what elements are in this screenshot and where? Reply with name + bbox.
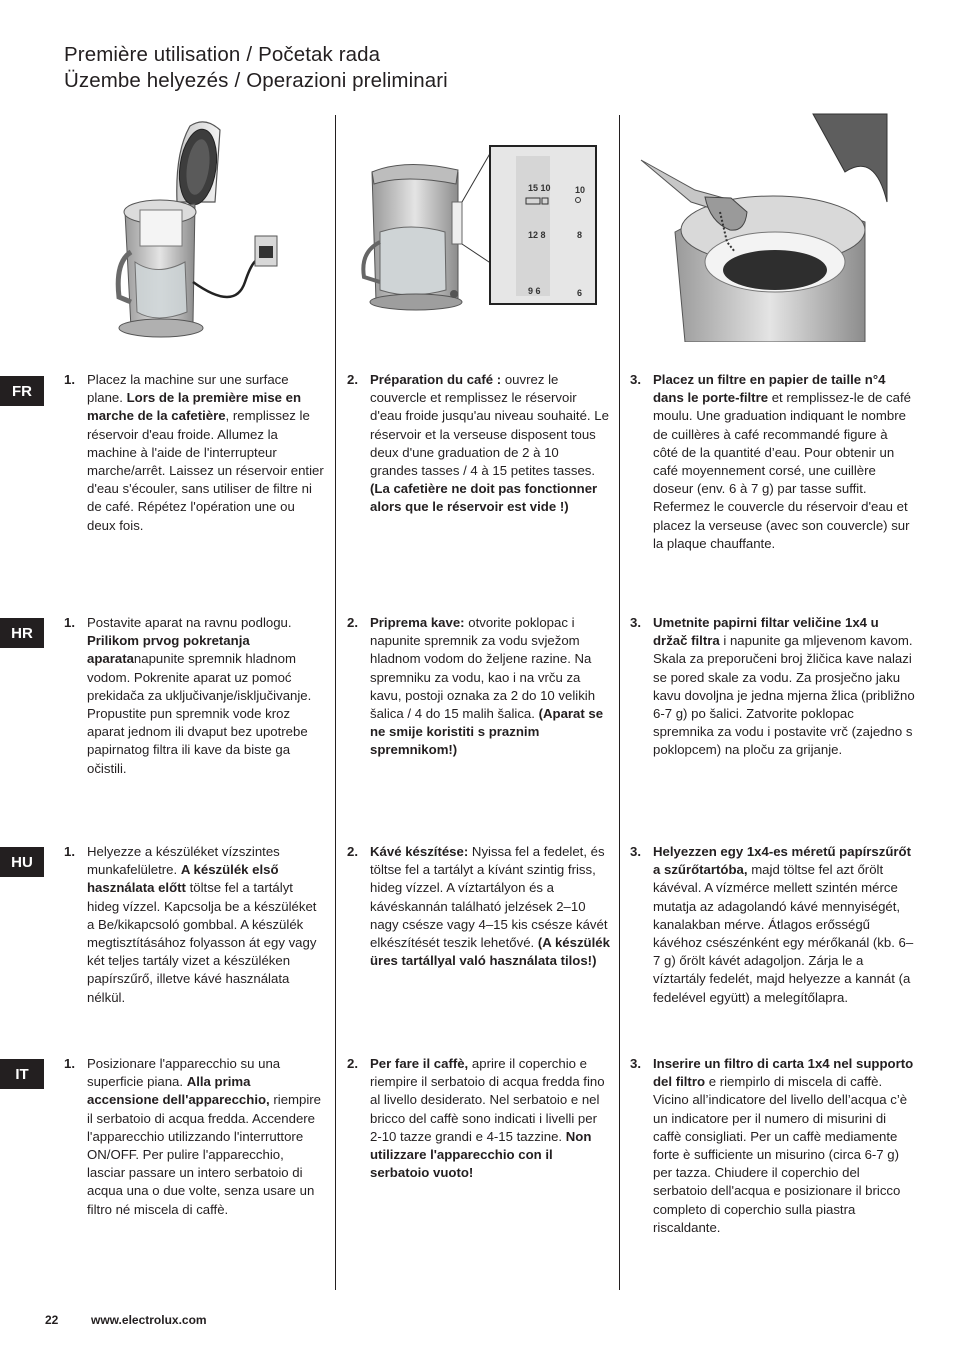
step-number: 2. (347, 615, 358, 630)
page-title-line1 (64, 43, 380, 67)
step-text (87, 371, 325, 535)
step-text (87, 614, 325, 778)
text-run: Nyissa fel a fedelet, és töltse fel a tartályt a kívánt szintig friss, hideg vízzel. A víztartályon és a kávéskannán található jelzések 2–10 nagy csésze vagy 4–15 kis csésze kávét elkészítését teszik lehetővé. (370, 844, 608, 951)
gauge-label: 10 (575, 185, 586, 195)
bold-text: Préparation du café : (370, 372, 505, 387)
title-fr: Première utilisation (64, 43, 241, 66)
bold-text: Placez un filtre en papier de taille n°4 dans le porte-filtre (653, 372, 886, 406)
title-separator: / (234, 69, 241, 92)
text-run: napunite spremnik hladnom vodom. Pokrenite aparat uz pomoć prekidača za uključivanje/isključivanje. Propustite pun spremnik vode kroz aparat jednom ili dvaput bez upotrebe papirnatog filtra ili kave da biste ga očistili. (87, 651, 312, 776)
website-link[interactable]: www.electrolux.com (91, 1313, 207, 1327)
step-text (653, 371, 915, 553)
text-run: Helyezze a készüléket vízszintes munkafelületre. (87, 844, 280, 878)
text-run: Postavite aparat na ravnu podlogu. (87, 615, 292, 630)
text-run: Placez la machine sur une surface plane. (87, 372, 289, 406)
text-run: et remplissez-le de café moulu. Une graduation indiquant le nombre de cuillères à café recommandé figure à côté de la quantité d’eau. Pour obtenir un café moyennement corsé, une cuillère doseur (env. 6 à 7 g) par tasse suffit. Refermez le couvercle du réservoir d'eau et placez la verseuse (avec son couvercle) sur la plaque chauffante. (653, 390, 911, 551)
step-number: 3. (630, 372, 641, 387)
bold-text: A készülék első használata előtt (87, 862, 279, 896)
text-run: majd töltse fel azt őrölt kávéval. A vízmérce mellett szintén mérce mutatja az adagolandó kávé mennyiségét, kanalakban mérve. Átlagos erősségű kávéhoz csészénként egy mérőkanál (kb. 6–7 g) őrölt kávét adagoljon. Zárja le a víztartály fedelét, majd helyezze a kannát (a fedelével együtt) a melegítőlapra. (653, 862, 914, 1005)
text-run: , remplissez le réservoir d'eau froide. Allumez la machine à l'aide de l'interrupteur marche/arrêt. Laissez un réservoir entier d'eau s'écouler, sans utiliser de filtre ni de café. Répétez l'opération une ou deux fois. (87, 408, 324, 533)
text-run: ouvrez le couvercle et remplissez le réservoir d'eau froide jusqu'au niveau souhaité. Le réservoir et la verseuse disposent tous deux d'une graduation de 2 à 10 grandes tasses / 4 à 15 petites tasses. (370, 372, 609, 479)
step-number: 1. (64, 1056, 75, 1071)
step-number: 3. (630, 844, 641, 859)
language-tab-it: IT (0, 1059, 44, 1089)
bold-text: (Aparat se ne smije koristiti s praznim spremnikom!) (370, 706, 604, 758)
bold-text: Umetnite papirni filtar veličine 1x4 u držač filtra (653, 615, 879, 649)
gauge-label: 15 10 (528, 183, 551, 193)
step-text (653, 614, 915, 760)
step-number: 1. (64, 844, 75, 859)
bold-text: (A készülék üres tartállyal való használata tilos!) (370, 935, 610, 969)
bold-text: Kávé készítése: (370, 844, 469, 859)
bold-text: Alla prima accensione dell'apparecchio, (87, 1074, 270, 1108)
column-divider (619, 115, 620, 1290)
bold-text: Helyezzen egy 1x4-es méretű papírszűrőt a szűrőtartóba, (653, 844, 911, 878)
gauge-label: 9 6 (528, 286, 541, 296)
bold-text: (La cafetière ne doit pas fonctionner alors que le réservoir est vide !) (370, 481, 598, 515)
text-run: i napunite ga mljevenom kavom. Skala za preporučeni broj žličica kave nalazi se pored skale za vodu. Za prosječno jaku kavu dovoljna je jedna mjerna žlica (približno 6-7 g) po šalici. Zatvorite poklopac spremnika za vodu i postavite vrč (zajedno s poklopcem) na ploču za grijanje. (653, 633, 915, 758)
coffee-maker-plugged-illustration (95, 112, 295, 342)
bold-text: Non utilizzare l'apparecchio con il serbatoio vuoto! (370, 1128, 592, 1181)
title-hu: Üzembe helyezés (64, 69, 229, 92)
text-run: riempire il serbatoio di acqua fredda. Accendere l'apparecchio utilizzando l'interruttore ON/OFF. Per pulire l'apparecchio, lasciar passare un intero serbatoio di acqua una o due volte, senza usare un filtro né miscela di caffè. (87, 1092, 322, 1217)
step-number: 1. (64, 615, 75, 630)
step-text (370, 1055, 610, 1182)
step-text (370, 614, 610, 760)
language-tab-fr: FR (0, 376, 44, 406)
title-hr: Početak rada (258, 43, 381, 66)
step-text (87, 1055, 325, 1219)
title-it: Operazioni preliminari (246, 69, 448, 92)
bold-text: Inserire un filtro di carta 1x4 nel supporto del filtro (653, 1056, 914, 1090)
text-run: töltse fel a tartályt hideg vízzel. Kapcsolja be a készüléket a Be/kikapcsoló gombbal. A készülék megtisztításához folyasson át egy vagy két teljes tartály vizet a készüléken papírszűrő, illetve kávé használata nélkül. (87, 880, 317, 1005)
gauge-label: 8 (577, 230, 583, 240)
language-tab-hr: HR (0, 618, 44, 648)
gauge-label: 6 (577, 288, 583, 298)
step-number: 2. (347, 844, 358, 859)
language-tab-hu: HU (0, 847, 44, 877)
step-number: 2. (347, 372, 358, 387)
bold-text: Lors de la première mise en marche de la cafetière (87, 390, 302, 424)
page-number: 22 (45, 1313, 59, 1327)
step-number: 1. (64, 372, 75, 387)
step-text (370, 371, 610, 517)
bold-text: Priprema kave: (370, 615, 469, 630)
step-text (653, 1055, 915, 1237)
bold-text: Prilikom prvog pokretanja aparata (87, 633, 250, 667)
step-number: 3. (630, 615, 641, 630)
water-gauge-illustration (350, 112, 600, 312)
gauge-label: 12 8 (528, 230, 546, 240)
filter-coffee-illustration (635, 112, 890, 342)
step-text (87, 843, 325, 1007)
step-number: 3. (630, 1056, 641, 1071)
step-number: 2. (347, 1056, 358, 1071)
page-title-line2 (64, 69, 448, 93)
bold-text: Per fare il caffè, (370, 1056, 469, 1071)
text-run: otvorite poklopac i napunite spremnik za vodu svježom hladnom vodom do željene razine. Na spremniku za vodu, kao i na vrču za kavu, postoji oznaka za 2 do 10 velikih šalica / 4 do 15 malih šalica. (370, 615, 596, 722)
step-text (653, 843, 915, 1007)
column-divider (335, 115, 336, 1290)
text-run: e riempirlo di miscela di caffè. Vicino all’indicatore del livello dell’acqua c’è un indicatore per il numero di misurini di caffè consigliati. Per un caffè mediamente forte è sufficiente un misurino (circa 6-7 g) per tazza. Chiudere il coperchio del serbatoio dell'acqua e posizionare il bricco completo di coperchio sulla piastra riscaldante. (653, 1074, 908, 1235)
title-separator: / (246, 43, 253, 66)
step-text (370, 843, 610, 970)
text-run: aprire il coperchio e riempire il serbatoio di acqua fredda fino al livello desiderato. Nel serbatoio e nel bricco del caffè sono indicati i livelli per 2-10 tazze grandi e 4-15 tazzine. (370, 1056, 605, 1144)
text-run: Posizionare l'apparecchio su una superficie piana. (87, 1056, 281, 1090)
